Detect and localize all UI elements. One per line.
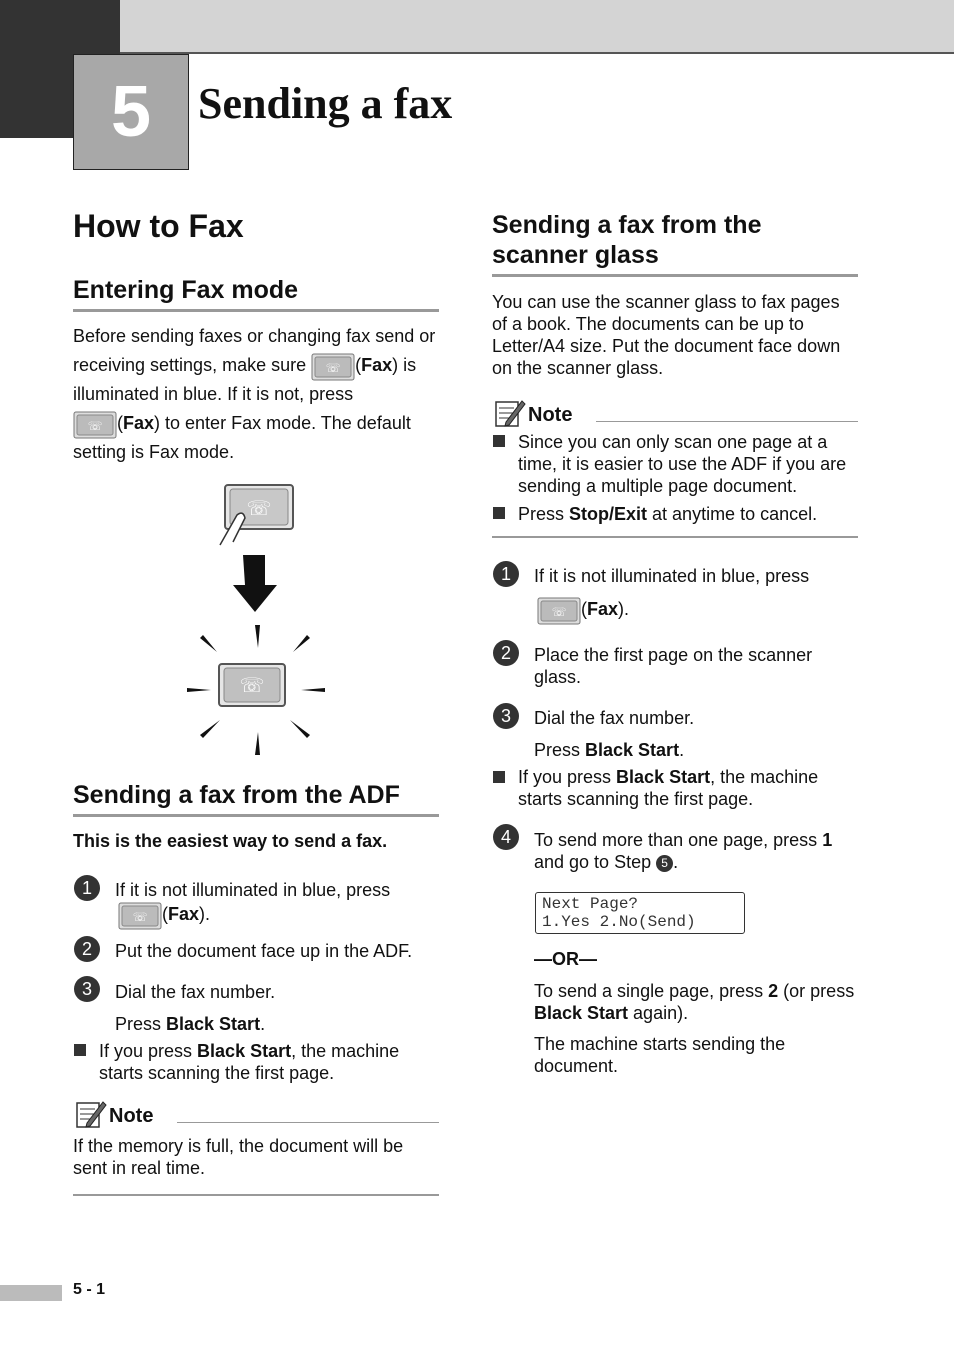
scanner-glass-heading: Sending a fax from the scanner glass — [492, 211, 762, 269]
note-bottom-rule — [492, 536, 858, 538]
adf-press-black-start: Press Black Start. — [115, 1014, 266, 1034]
bullet — [493, 435, 505, 447]
adf-bullet-text: If you press Black Start, the machine starts scanning the first page. — [99, 1041, 400, 1083]
note-bottom-rule — [73, 1194, 439, 1196]
adf-step3-text: Dial the fax number. — [115, 982, 276, 1002]
glass-step1-text: If it is not illuminated in blue, press — [534, 566, 810, 586]
glass-bullet-text: If you press Black Start, the machine starts scanning the first page. — [518, 767, 819, 809]
note-label: Note — [109, 1105, 154, 1127]
entering-fax-mode-heading: Entering Fax mode — [73, 276, 299, 304]
how-to-fax-heading: How to Fax — [73, 208, 244, 244]
header-light-bar — [120, 0, 954, 54]
svg-text:☏: ☏ — [87, 419, 103, 434]
bullet — [493, 507, 505, 519]
note-pencil-icon — [75, 1099, 107, 1129]
section-rule — [73, 309, 439, 312]
text-line: setting is Fax mode. — [73, 442, 235, 462]
scanner-glass-intro: You can use the scanner glass to fax pages of a book. The documents can be up to Letter/A4 size. Put the document face down on the scanner glass. — [492, 292, 841, 378]
lcd-display: Next Page? 1.Yes 2.No(Send) — [535, 892, 745, 934]
glass-step2-text: Place the first page on the scanner glass. — [534, 645, 813, 687]
single-page-text: To send a single page, press 2 (or press Black Start again). — [534, 981, 855, 1023]
step-ref-circle: 5 — [656, 855, 673, 872]
fax-key-icon — [118, 902, 162, 928]
step-number-2: 2 — [74, 936, 100, 962]
svg-text:☏: ☏ — [132, 910, 148, 924]
note-pencil-icon — [494, 398, 526, 428]
chapter-number: 5 — [73, 54, 189, 170]
footer-bar — [0, 1285, 62, 1301]
fax-key-icon — [311, 353, 355, 379]
step-number-4: 4 — [493, 824, 519, 850]
or-separator: —OR— — [534, 949, 597, 969]
text-line: illuminated in blue. If it is not, press — [73, 384, 354, 404]
chapter-title: Sending a fax — [198, 79, 453, 128]
note-rule — [596, 421, 858, 422]
glass-step3-text: Dial the fax number. — [534, 708, 695, 728]
glass-press-black-start: Press Black Start. — [534, 740, 685, 760]
page-number: 5 - 1 — [73, 1281, 106, 1298]
step-number-2: 2 — [493, 640, 519, 666]
step-number-1: 1 — [74, 875, 100, 901]
step-number-3: 3 — [493, 703, 519, 729]
adf-step1-key: ☏ (Fax). — [118, 902, 210, 928]
note-rule — [177, 1122, 439, 1123]
machine-sending-text: The machine starts sending the document. — [534, 1034, 786, 1076]
fax-key-press-illustration — [185, 480, 330, 760]
glass-step4-text: To send more than one page, press 1 and go to Step 5 . — [534, 830, 833, 872]
step-number-3: 3 — [74, 976, 100, 1002]
svg-text:☏: ☏ — [551, 605, 567, 619]
note-label: Note — [528, 404, 573, 426]
note-bullet-2: Press Stop/Exit at anytime to cancel. — [518, 504, 818, 524]
adf-step2-text: Put the document face up in the ADF. — [115, 941, 413, 961]
step-number-1: 1 — [493, 561, 519, 587]
bullet — [493, 771, 505, 783]
svg-text:☏: ☏ — [239, 673, 265, 697]
fax-key-icon — [537, 597, 581, 623]
adf-step1-text: If it is not illuminated in blue, press — [115, 880, 391, 900]
bullet — [74, 1044, 86, 1056]
adf-intro: This is the easiest way to send a fax. — [73, 831, 388, 851]
glass-step1-key: ☏ (Fax). — [537, 597, 629, 623]
text-line: receiving settings, make sure — [73, 355, 307, 375]
sending-adf-heading: Sending a fax from the ADF — [73, 781, 400, 809]
fax-key-icon — [73, 411, 117, 437]
note-text: If the memory is full, the document will be sent in real time. — [73, 1136, 404, 1178]
section-rule — [492, 274, 858, 277]
svg-text:☏: ☏ — [246, 496, 272, 520]
note-bullet-1: Since you can only scan one page at a time, it is easier to use the ADF if you are sending a multiple page document. — [518, 432, 847, 496]
svg-text:☏: ☏ — [325, 361, 341, 376]
text-line: Before sending faxes or changing fax send or — [73, 326, 436, 346]
entering-fax-mode-text: Before sending faxes or changing fax send or receiving settings, make sure ☏ (Fax) is illuminated in blue. If it is not, press ☏ (Fax) to enter Fax mode. The default setting is Fax mode. — [73, 322, 443, 467]
section-rule — [73, 814, 439, 817]
